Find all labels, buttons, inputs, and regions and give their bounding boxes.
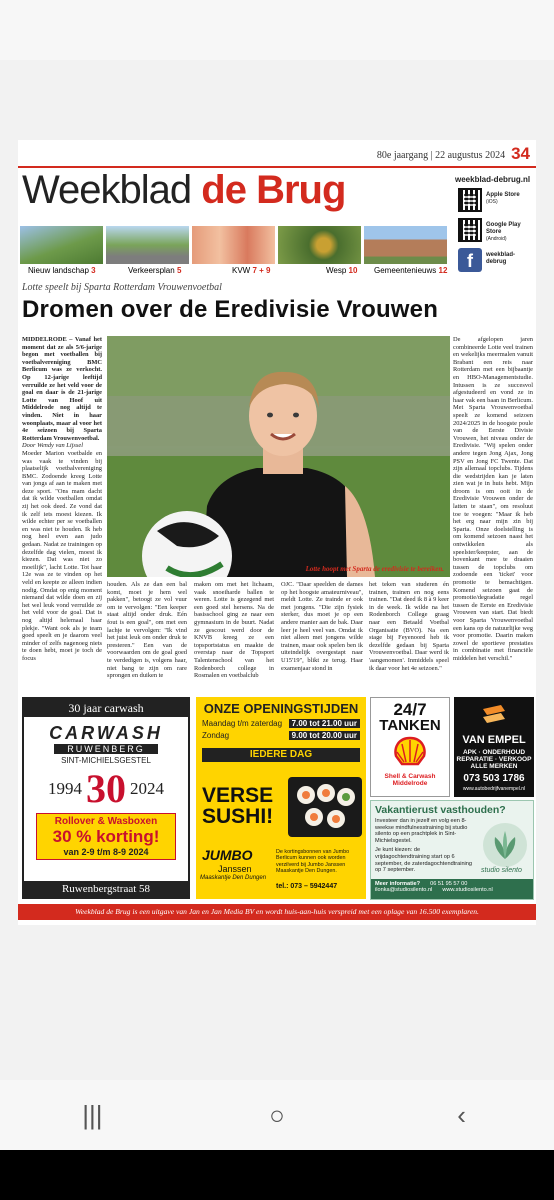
logo-prefix: Weekblad: [22, 168, 192, 212]
silento-logo-icon: [479, 819, 531, 871]
silento-info: Meer informatie?: [375, 881, 421, 887]
qr-code-apple: [458, 188, 482, 212]
vanempel-name: VAN EMPEL: [462, 734, 526, 746]
silento-web: www.studiosilento.nl: [442, 887, 493, 894]
logo-name: de Brug: [201, 168, 346, 212]
teaser-page-1: 3: [91, 266, 96, 275]
jumbo-row2-time: 9.00 tot 20.00 uur: [289, 731, 360, 740]
player-illustration: [107, 336, 450, 577]
shell-sub-2: Middelrode: [392, 780, 428, 787]
teaser-label-5: Gemeentenieuws: [374, 266, 437, 275]
jumbo-brand-sub: Janssen: [218, 864, 252, 874]
shell-sub-1: Shell & Carwash: [384, 773, 436, 780]
carwash-banner: 30 jaar carwash: [24, 699, 188, 717]
jumbo-brand-place: Maaskantje Den Dungen: [200, 875, 267, 881]
masthead-meta: [377, 146, 530, 161]
article-column-right: De afgelopen jaren combineerde Lotte veel trainen en wekelijks meermalen vanuit Brabant een reis naar Rotterdam met een bijbaantje en HBO-Managementstudie. Intussen is ze succesvol afgestudeerd en vond ze in haar vak een baan in Berlicum. Met Sparta Vrouwenvoetbal speelt ze komend seizoen 2024/2025 in de hoogste poule van de Eerste Divisie Vrouwen, het niveau onder de Eredivisie. "Wij spelen onder andere tegen Jong Ajax, Jong PSV en Jong FC Twente. Dat zijn allemaal topclubs. Tijdens die wedstrijden kan je laten zien wat je in huis hebt. Mijn droom is om ooit in de Eredivisie Vrouwen onder de latten te staan", om resoluut toe te voegen: "Maar ik heb het erg naar mijn zin bij Sparta. Onze doelstelling is om komend seizoen naast het ontwikkelen als speelster/keepster, aan de bovenkant mee te draaien tussen de topclubs om zodoende een 'ticket' voor promotie te bemachtigen. Komend seizoen gaat de promotie/degradatie regel tussen de Eerste en Eredivisie Vrouwen van start. Dat biedt voor Sparta Vrouwenvoetbal een kans op de natuurlijke weg voor promotie. Daarin maken zowel de sportieve prestaties in combinatie met financiële middelen het verschil.": [453, 336, 533, 662]
shell-title-2: TANKEN: [379, 717, 441, 734]
vanempel-logo-icon: [479, 703, 509, 729]
teaser-photo-municipality: [364, 226, 447, 264]
teaser-caption-4[interactable]: [326, 266, 357, 275]
qr-code-google: [458, 218, 482, 242]
google-store-sub: (Android): [486, 236, 507, 242]
teaser-photo-wasp: [278, 226, 361, 264]
shell-logo-icon: [392, 736, 428, 768]
silento-body-1: Investeer dan in jezelf en volg een 8-weekse mindfulnesstraining bij studio silento op een prachtplek in Sint-Michielsgestel.: [375, 818, 468, 844]
teaser-photo-kvw: [192, 226, 275, 264]
page-number: 34: [511, 144, 530, 163]
article-kicker: Lotte speelt bij Sparta Rotterdam Vrouwenvoetbal: [22, 282, 222, 293]
vanempel-web: www.autobedrijfvanempel.nl: [462, 786, 526, 792]
teaser-photo-traffic: [106, 226, 189, 264]
vanempel-line-3: ALLE MERKEN: [470, 763, 518, 770]
jumbo-title: ONZE OPENINGSTIJDEN: [203, 701, 359, 716]
jumbo-logo: JUMBO: [202, 847, 253, 863]
ad-vanempel[interactable]: [454, 697, 534, 797]
recent-apps-icon[interactable]: |||: [82, 1099, 103, 1130]
teaser-strip: [20, 226, 447, 264]
teaser-label-3: KVW: [232, 266, 251, 275]
article-byline: Door Wendy van Lijssel: [22, 442, 84, 450]
article-column-4: OJC. "Daar speelden de dames op het hoogste amateurniveau", meldt Lotte. Ze trainde er ook met jongens. "Die zijn fysiek sterker, dus moet je op een andere manier aan de bak. Daar leer je heel veel van. Omdat ik niet alleen met jongens wilde trainen, maar ook spelen ben ik uiteindelijk overgestapt naar U15'19", blikt ze terug. Haar examenjaar stond in: [281, 581, 363, 672]
article-column-3: maken om met het lichaam, vaak snoeiharde ballen te weren. Lotte is gezegend met een goed stel hersens. Na de basisschool ging ze naar een gymnasium in de buurt. Nadat ze gescout werd door de KNVB kreeg ze een topsportstatus en maakte de overstap naar de Topsport Talentenschool van het Rodenborch college in Rosmalen en voetbalclub: [194, 581, 274, 680]
back-icon[interactable]: ‹: [457, 1099, 466, 1130]
carwash-promo-2: 30 % korting!: [52, 827, 160, 846]
carwash-promo-3: van 2-9 t/m 8-9 2024: [63, 847, 149, 857]
ad-silento[interactable]: [370, 800, 534, 900]
carwash-place: SINT-MICHIELSGESTEL: [61, 756, 151, 765]
article-headline: Dromen over de Eredivisie Vrouwen: [22, 296, 439, 323]
article-column-5: het teken van studeren én trainen, trainen en nog eens trainen. "Dat deed ik 8 à 9 keer in de week. Ik wilde na het Rodenborch College graag naar een Betaald Voetbal Organisatie (BVO). Na een stage bij Feyenoord heb ik dezelfde gedaan bij Sparta Vrouwenvoetbal. Daar werd ik 'aangenomen'. Inmiddels speel ik daar voor het 4e seizoen.": [369, 581, 449, 672]
page-footer: Weekblad de Brug is een uitgave van Jan en Jan Media BV en wordt huis-aan-huis verspreid met een oplage van 16.500 exemplaren.: [18, 904, 536, 920]
jumbo-sushi-1: VERSE: [202, 784, 274, 807]
jumbo-sushi-text: [202, 785, 273, 827]
photo-caption: Lotte hoopt met Sparta de eredivisie te bereiken.: [305, 565, 444, 573]
google-store-label: [486, 222, 536, 243]
ad-jumbo[interactable]: [196, 697, 366, 899]
vanempel-line-1: APK · ONDERHOUD: [462, 749, 526, 756]
jumbo-coupon: De kortingsbonnen van Jumbo Berlicum kunnen ook worden verzilverd bij Jumbo Janssen Maaskantje Den Dungen.: [276, 849, 350, 875]
newspaper-page[interactable]: [18, 140, 536, 925]
newspaper-logo: [22, 168, 345, 213]
silento-brand: studio silento: [481, 867, 522, 874]
ad-carwash[interactable]: [22, 697, 190, 899]
silento-email: ilonka@studiosilento.nl: [375, 887, 433, 894]
home-icon[interactable]: ○: [269, 1099, 285, 1130]
silento-phone: 06 51 95 57 00: [430, 881, 468, 887]
jumbo-row1-day: Maandag t/m zaterdag: [202, 719, 283, 728]
vanempel-phone: 073 503 1786: [463, 773, 525, 784]
website-label: weekblad-debrug.nl: [455, 175, 531, 184]
edition-text: 80e jaargang | 22 augustus 2024: [376, 150, 506, 161]
teaser-page-5: 12: [438, 266, 448, 275]
article-column-2: houden. Als ze dan een bal komt, moet je hem wel pakken", betoogt ze vol vuur om te vervolgen: "Een keeper staat altijd onder druk. Eén fout is een goal", om met een lachje te vervolgen: "Ik vind het juist leuk om onder druk te presteren." Een van de voorwaarden om de goal goed te verdedigen is, volgens haar, niet bang te zijn om rare sprongen en duiken te: [107, 581, 187, 680]
carwash-year-end: 2024: [130, 779, 164, 798]
ad-shell[interactable]: [370, 697, 450, 797]
jumbo-daily: IEDERE DAG: [202, 748, 360, 762]
teaser-label-1: Nieuw landschap: [28, 266, 89, 275]
apple-store-text: Apple Store: [486, 192, 520, 198]
article-col1-body: Moeder Marion voetbalde en was vaak te vinden bij plaatselijk voetbalvereniging BMC. Zodoende kreeg Lotte van jongs af aan te maken met deze sport. "Ons mam dacht dat ik wilde voetballen omdat zij het ook deed. Ze vond dat ik zelf iets moest kiezen. Ik wilde echter per se voetballen en was niet te houden. Ik heb nog heel even aan judo gedaan. Nadat ze trainingen op dezelfde dag vielen, moest ik kiezen. Dat was niet zo moeilijk", lacht Lotte. Tot haar 12e was ze te vinden op het veld en keepte ze alleen indien nodig. Omdat op enig moment niemand dat wilde doen en zij het wel leuk vond verruilde ze het veld voor de goal. Dat is nog altijd helemaal haar plekje. "Want ook als je team goed speelt en je daarom veel minder of zelfs nagenoeg niets te doen hebt, moet je toch de focus: [22, 449, 102, 662]
teaser-caption-5[interactable]: [374, 266, 447, 275]
teaser-photo-landscape: [20, 226, 103, 264]
teaser-page-3: 7 + 9: [252, 266, 271, 275]
jumbo-row2-day: Zondag: [202, 731, 230, 740]
jumbo-row1-time: 7.00 tot 21.00 uur: [289, 719, 360, 728]
vanempel-line-2: REPARATIE · VERKOOP: [456, 756, 532, 763]
android-nav-bar: [0, 1080, 554, 1150]
teaser-page-2: 5: [176, 266, 182, 275]
apple-store-sub: (iOS): [486, 199, 498, 205]
facebook-label: weekblad-debrug: [486, 252, 516, 265]
carwash-big-number: 30: [86, 766, 126, 811]
carwash-brand-sub: RUWENBERG: [54, 744, 158, 754]
facebook-icon: f: [458, 248, 482, 272]
google-store-text: Google Play Store: [486, 222, 521, 235]
sushi-illustration: [286, 775, 364, 839]
teaser-label-4: Wesp: [326, 266, 347, 275]
silento-title: Vakantierust vasthouden?: [375, 804, 506, 816]
article-lead: MIDDELRODE – Vanaf het moment dat ze als 5/6-jarige begon met voetballen bij voetbalvereniging BMC Berlicum was ze verkocht. Op 12-jarige leeftijd verruilde ze het veld voor de goal en daar is de 21-jarige Lotte van Hoof uit Middelrode nog altijd te vinden. Niet in haar woonplaats, maar al voor het 4e seizoen bij Sparta Rotterdam Vrouwenvoetbal.: [22, 336, 102, 442]
teaser-caption-3[interactable]: [232, 266, 270, 275]
carwash-promo-1: Rollover & Wasboxen: [54, 816, 158, 827]
teaser-page-4: 10: [348, 266, 358, 275]
status-bar: [0, 0, 554, 60]
carwash-address: Ruwenbergstraat 58: [24, 881, 188, 897]
carwash-brand: CARWASH: [49, 723, 163, 743]
silento-body-2: Je kunt kiezen: de vrijdagochtendtraining start op 6 september, de zaterdagochtendtraining op 7 september.: [375, 847, 473, 874]
jumbo-sushi-2: SUSHI!: [202, 805, 274, 828]
apple-store-label: [486, 192, 520, 206]
teaser-caption-1[interactable]: [28, 266, 96, 275]
teaser-label-2: Verkeersplan: [128, 266, 175, 275]
jumbo-tel: tel.: 073 – 5942447: [276, 883, 338, 890]
teaser-caption-2[interactable]: [128, 266, 181, 275]
carwash-year-start: 1994: [48, 779, 82, 798]
article-photo[interactable]: [107, 336, 450, 577]
bottom-black-bar: [0, 1150, 554, 1200]
shell-title-1: 24/7: [393, 700, 427, 719]
